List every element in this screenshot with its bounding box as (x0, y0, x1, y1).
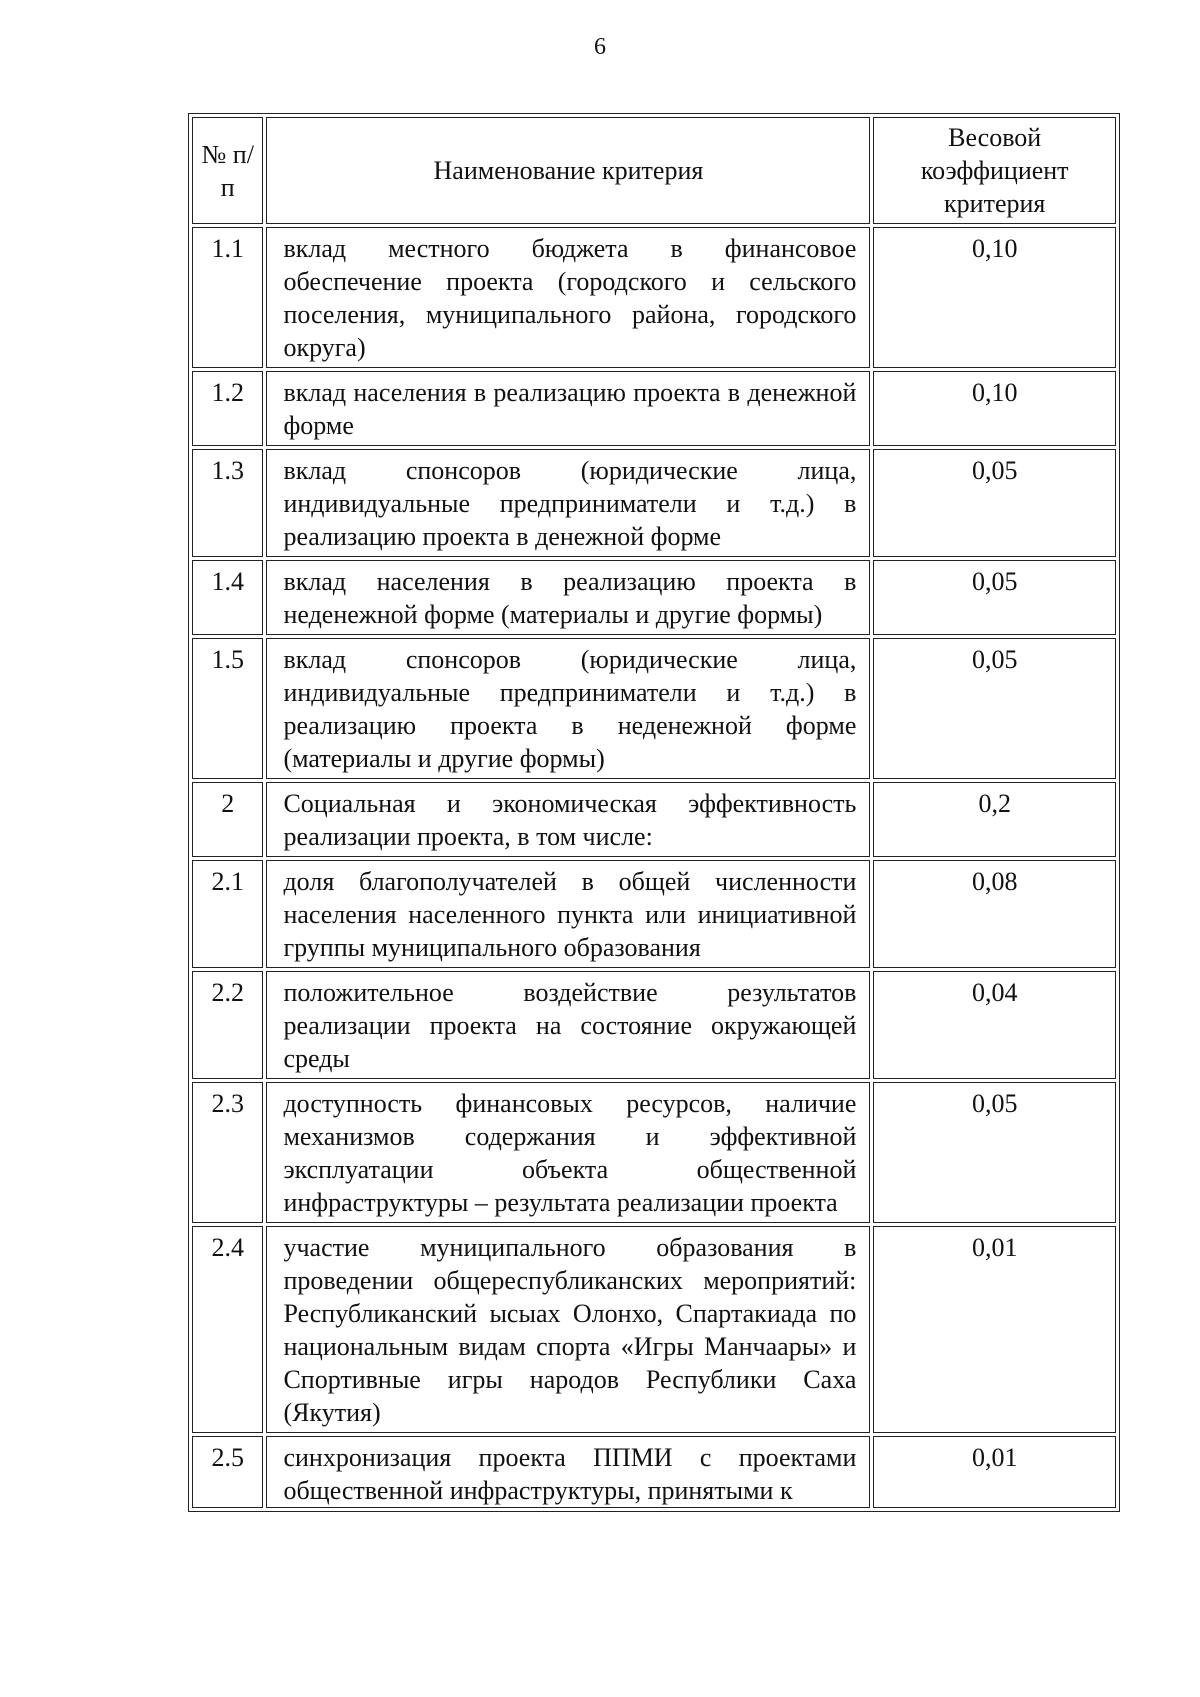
header-coef: Весовой коэффициент критерия (873, 117, 1116, 224)
table-row (192, 782, 1116, 857)
row-name: синхронизация проекта ППМИ с проектами общественной инфраструктуры, принятыми к (266, 1436, 870, 1508)
row-coef: 0,05 (873, 560, 1116, 635)
row-coef: 0,2 (873, 782, 1116, 857)
row-num: 2.3 (192, 1082, 263, 1223)
row-num: 1.5 (192, 638, 263, 779)
table-row (192, 638, 1116, 779)
table-row (192, 1226, 1116, 1433)
header-num: № п/п (192, 117, 263, 224)
row-num: 1.1 (192, 227, 263, 368)
table-row (192, 560, 1116, 635)
criteria-table (188, 113, 1120, 1512)
row-coef: 0,04 (873, 971, 1116, 1079)
row-name: вклад спонсоров (юридические лица, индивидуальные предприниматели и т.д.) в реализацию проекта в денежной форме (266, 449, 870, 557)
table-header-row (192, 117, 1116, 224)
table-row (192, 227, 1116, 368)
row-name: вклад населения в реализацию проекта в денежной форме (266, 371, 870, 446)
page-number: 6 (594, 34, 606, 60)
table-row (192, 971, 1116, 1079)
row-name: Социальная и экономическая эффективность реализации проекта, в том числе: (266, 782, 870, 857)
header-name: Наименование критерия (266, 117, 870, 224)
row-coef: 0,05 (873, 638, 1116, 779)
row-coef: 0,10 (873, 371, 1116, 446)
row-name: участие муниципального образования в проведении общереспубликанских мероприятий: Республиканский ысыах Олонхо, Спартакиада по национальным видам спорта «Игры Манчаары» и Спортивные игры народов Республики Саха (Якутия) (266, 1226, 870, 1433)
row-num: 2.2 (192, 971, 263, 1079)
row-coef: 0,01 (873, 1226, 1116, 1433)
row-coef: 0,08 (873, 860, 1116, 968)
table-row (192, 860, 1116, 968)
table-row (192, 1436, 1116, 1508)
table-row (192, 371, 1116, 446)
row-num: 2.4 (192, 1226, 263, 1433)
row-num: 1.4 (192, 560, 263, 635)
table-row (192, 449, 1116, 557)
row-name: вклад спонсоров (юридические лица, индивидуальные предприниматели и т.д.) в реализацию проекта в неденежной форме (материалы и другие формы) (266, 638, 870, 779)
row-coef: 0,10 (873, 227, 1116, 368)
row-coef: 0,01 (873, 1436, 1116, 1508)
row-coef: 0,05 (873, 449, 1116, 557)
row-name: доступность финансовых ресурсов, наличие механизмов содержания и эффективной эксплуатации объекта общественной инфраструктуры – результата реализации проекта (266, 1082, 870, 1223)
row-num: 1.3 (192, 449, 263, 557)
row-name: вклад местного бюджета в финансовое обеспечение проекта (городского и сельского поселения, муниципального района, городского округа) (266, 227, 870, 368)
row-name: положительное воздействие результатов реализации проекта на состояние окружающей среды (266, 971, 870, 1079)
table-row (192, 1082, 1116, 1223)
row-name: вклад населения в реализацию проекта в неденежной форме (материалы и другие формы) (266, 560, 870, 635)
row-num: 2.1 (192, 860, 263, 968)
row-num: 2.5 (192, 1436, 263, 1508)
row-num: 2 (192, 782, 263, 857)
row-num: 1.2 (192, 371, 263, 446)
row-name: доля благополучателей в общей численности населения населенного пункта или инициативной группы муниципального образования (266, 860, 870, 968)
row-coef: 0,05 (873, 1082, 1116, 1223)
